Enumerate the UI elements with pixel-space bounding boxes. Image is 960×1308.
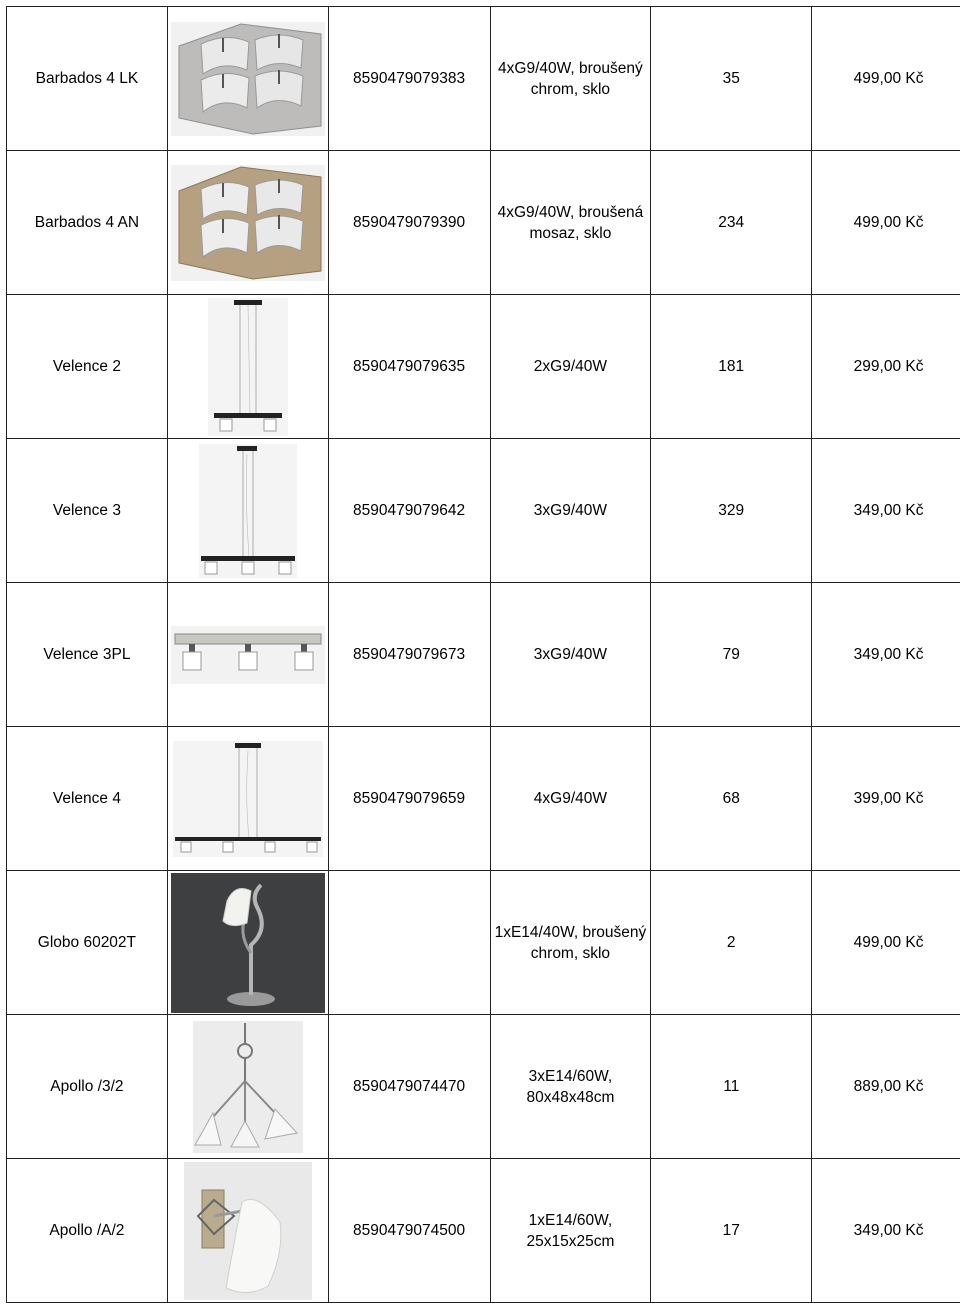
product-quantity: 11 [651,1015,812,1159]
product-image-cell [167,1159,328,1303]
product-name: Globo 60202T [7,871,168,1015]
product-quantity: 329 [651,439,812,583]
product-name: Apollo /A/2 [7,1159,168,1303]
product-table [6,6,960,1303]
product-ean: 8590479079659 [328,727,490,871]
product-ean [328,871,490,1015]
velence-2-image [208,298,288,436]
product-spec: 2xG9/40W [490,295,651,439]
apollo-chandelier-image [193,1021,303,1153]
table-row [7,151,960,295]
product-price: 349,00 Kč [812,583,960,727]
product-quantity: 68 [651,727,812,871]
product-name: Velence 2 [7,295,168,439]
barbados-lk-image [171,22,325,136]
product-image-cell [167,871,328,1015]
product-ean: 8590479074500 [328,1159,490,1303]
product-price: 499,00 Kč [812,871,960,1015]
globo-table-lamp-image [171,873,325,1013]
product-ean: 8590479079673 [328,583,490,727]
table-row [7,7,960,151]
product-price: 399,00 Kč [812,727,960,871]
product-price: 499,00 Kč [812,7,960,151]
product-ean: 8590479074470 [328,1015,490,1159]
product-image-cell [167,439,328,583]
product-spec: 3xG9/40W [490,439,651,583]
product-quantity: 2 [651,871,812,1015]
product-quantity: 234 [651,151,812,295]
table-row [7,1159,960,1303]
product-price: 349,00 Kč [812,439,960,583]
product-spec: 1xE14/60W, 25x15x25cm [490,1159,651,1303]
product-name: Velence 4 [7,727,168,871]
table-row [7,871,960,1015]
product-name: Barbados 4 LK [7,7,168,151]
barbados-an-image [171,165,325,281]
product-price: 349,00 Kč [812,1159,960,1303]
product-ean: 8590479079642 [328,439,490,583]
product-spec: 1xE14/40W, broušený chrom, sklo [490,871,651,1015]
product-spec: 4xG9/40W, broušený chrom, sklo [490,7,651,151]
product-image-cell [167,295,328,439]
product-ean: 8590479079390 [328,151,490,295]
product-quantity: 35 [651,7,812,151]
product-ean: 8590479079635 [328,295,490,439]
table-row [7,439,960,583]
product-name: Velence 3PL [7,583,168,727]
velence-4-image [173,741,323,857]
product-spec: 4xG9/40W [490,727,651,871]
product-price: 889,00 Kč [812,1015,960,1159]
product-spec: 3xE14/60W, 80x48x48cm [490,1015,651,1159]
product-ean: 8590479079383 [328,7,490,151]
product-quantity: 181 [651,295,812,439]
table-row [7,727,960,871]
apollo-wall-lamp-image [184,1162,312,1300]
product-price: 499,00 Kč [812,151,960,295]
product-quantity: 17 [651,1159,812,1303]
table-row [7,1015,960,1159]
velence-3pl-image [171,626,325,684]
product-image-cell [167,1015,328,1159]
product-name: Barbados 4 AN [7,151,168,295]
product-image-cell [167,7,328,151]
velence-3-image [199,444,297,578]
product-price: 299,00 Kč [812,295,960,439]
product-spec: 4xG9/40W, broušená mosaz, sklo [490,151,651,295]
product-image-cell [167,583,328,727]
table-row [7,295,960,439]
table-row [7,583,960,727]
product-image-cell [167,727,328,871]
product-name: Apollo /3/2 [7,1015,168,1159]
product-spec: 3xG9/40W [490,583,651,727]
product-quantity: 79 [651,583,812,727]
product-image-cell [167,151,328,295]
product-name: Velence 3 [7,439,168,583]
